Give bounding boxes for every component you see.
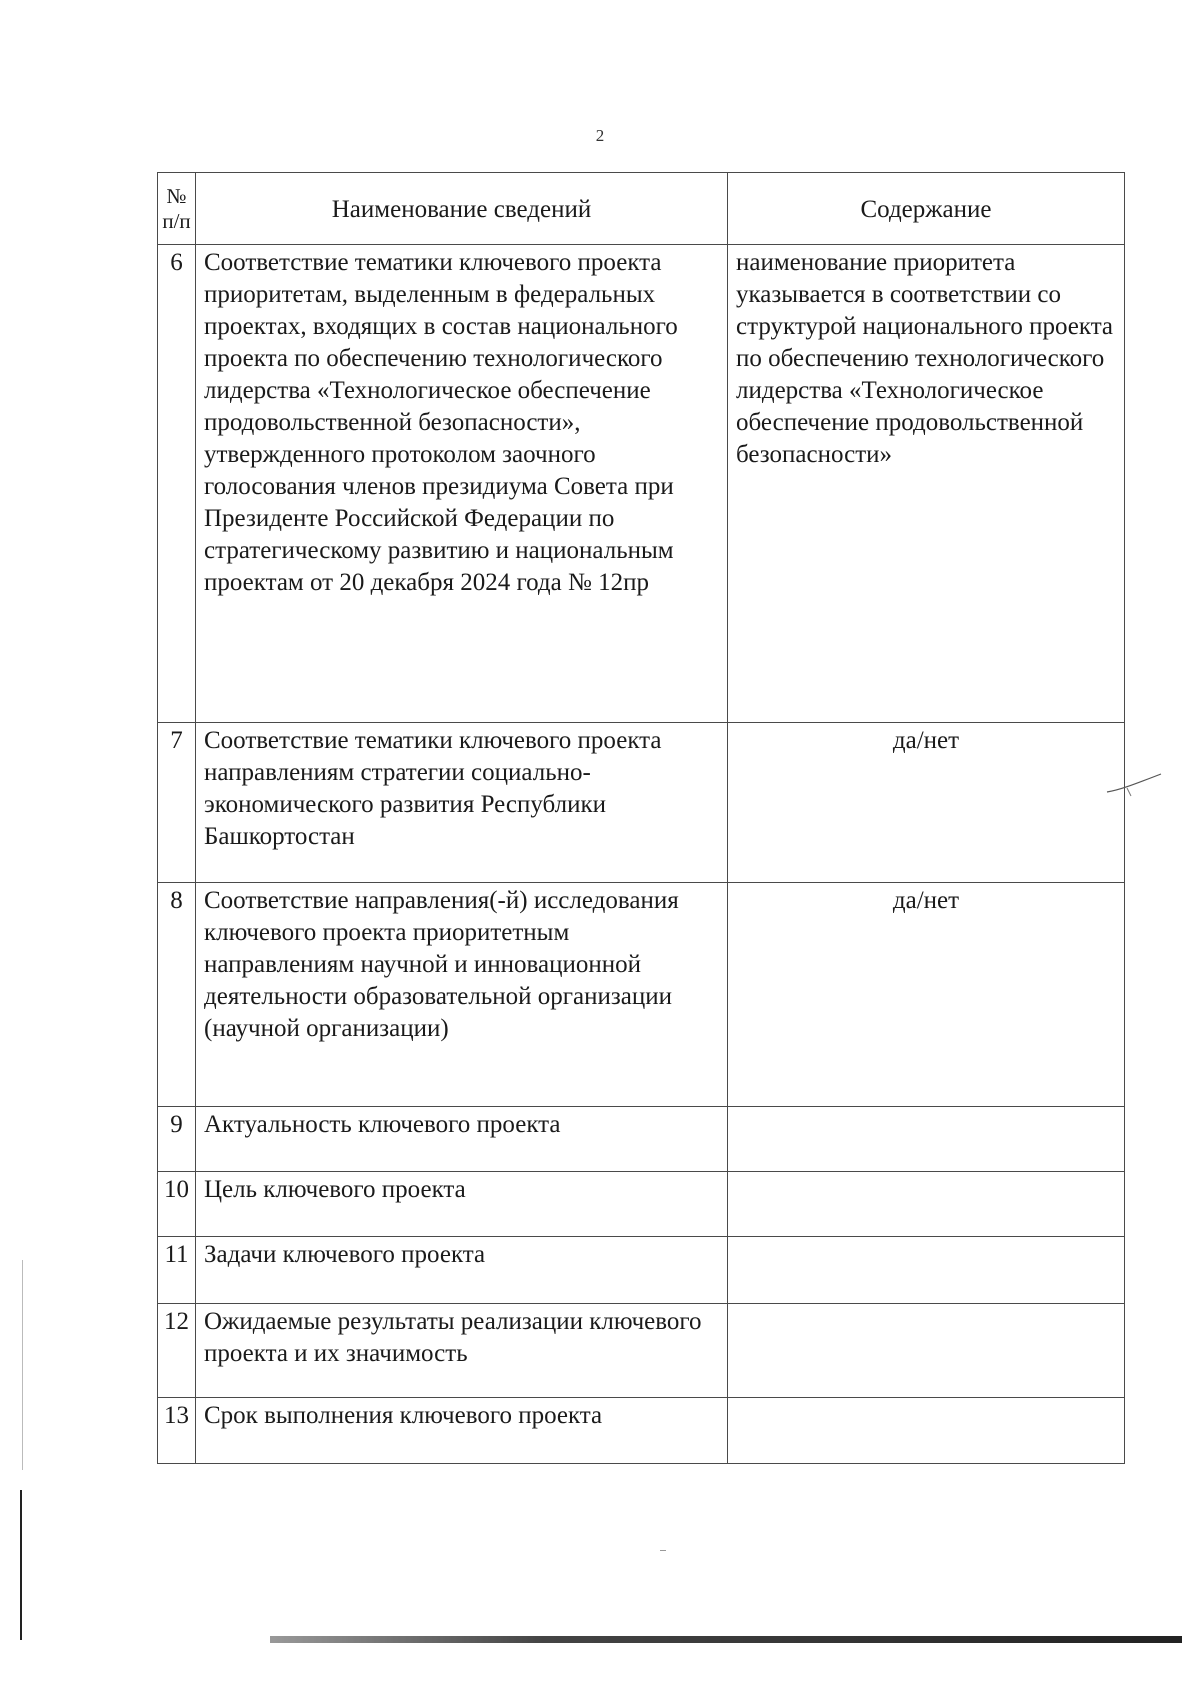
row-content: да/нет bbox=[728, 723, 1125, 883]
row-name: Актуальность ключевого проекта bbox=[196, 1107, 728, 1172]
header-num: № п/п bbox=[158, 173, 196, 245]
row-content bbox=[728, 1237, 1125, 1304]
row-number: 11 bbox=[158, 1237, 196, 1304]
table-row bbox=[158, 883, 1125, 1107]
header-name: Наименование сведений bbox=[196, 173, 728, 245]
row-name: Соответствие направления(-й) исследования ключевого проекта приоритетным направлениям научной и инновационной деятельности образовательной организации (научной организации) bbox=[196, 883, 728, 1107]
scan-edge-line bbox=[22, 1260, 23, 1470]
row-content bbox=[728, 1398, 1125, 1464]
row-number: 12 bbox=[158, 1304, 196, 1398]
row-name: Ожидаемые результаты реализации ключевого проекта и их значимость bbox=[196, 1304, 728, 1398]
row-number: 8 bbox=[158, 883, 196, 1107]
table-row bbox=[158, 1304, 1125, 1398]
row-content bbox=[728, 1107, 1125, 1172]
page-number: 2 bbox=[595, 126, 605, 145]
table-row bbox=[158, 1107, 1125, 1172]
scan-edge-bar bbox=[270, 1636, 1182, 1643]
row-content: наименование приоритета указывается в соответствии со структурой национального проекта по обеспечению технологического лидерства «Технологическое обеспечение продовольственной безопасности» bbox=[728, 245, 1125, 723]
row-name: Цель ключевого проекта bbox=[196, 1172, 728, 1237]
table-row bbox=[158, 1172, 1125, 1237]
row-name: Срок выполнения ключевого проекта bbox=[196, 1398, 728, 1464]
table-header-row bbox=[158, 173, 1125, 245]
pen-stroke-mark bbox=[1105, 770, 1165, 800]
scan-edge-line bbox=[20, 1490, 22, 1640]
row-number: 10 bbox=[158, 1172, 196, 1237]
table-row bbox=[158, 1237, 1125, 1304]
row-name: Соответствие тематики ключевого проекта направлениям стратегии социально-экономического развития Республики Башкортостан bbox=[196, 723, 728, 883]
table-row bbox=[158, 245, 1125, 723]
row-number: 6 bbox=[158, 245, 196, 723]
row-number: 7 bbox=[158, 723, 196, 883]
row-name: Соответствие тематики ключевого проекта приоритетам, выделенным в федеральных проектах, входящих в состав национального проекта по обеспечению технологического лидерства «Технологическое обеспечение продовольственной безопасности», утвержденного протоколом заочного голосования членов президиума Совета при Президенте Российской Федерации по стратегическому развитию и национальным проектам от 20 декабря 2024 года № 12пр bbox=[196, 245, 728, 723]
header-content: Содержание bbox=[728, 173, 1125, 245]
row-number: 13 bbox=[158, 1398, 196, 1464]
info-table bbox=[157, 172, 1125, 1464]
row-number: 9 bbox=[158, 1107, 196, 1172]
table-row bbox=[158, 723, 1125, 883]
row-content: да/нет bbox=[728, 883, 1125, 1107]
scan-speck bbox=[660, 1550, 666, 1551]
row-content bbox=[728, 1172, 1125, 1237]
row-name: Задачи ключевого проекта bbox=[196, 1237, 728, 1304]
table-row bbox=[158, 1398, 1125, 1464]
row-content bbox=[728, 1304, 1125, 1398]
